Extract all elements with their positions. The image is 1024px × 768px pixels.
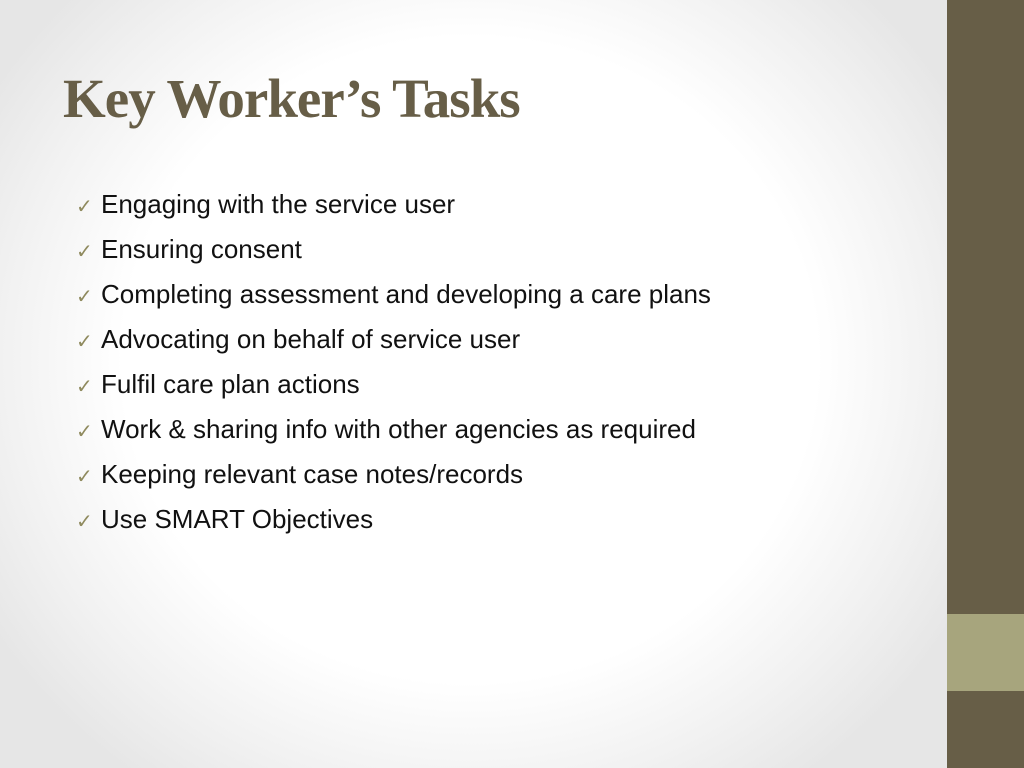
check-icon: ✓ [76, 284, 93, 308]
check-icon: ✓ [76, 239, 93, 263]
check-icon: ✓ [76, 374, 93, 398]
task-label: Engaging with the service user [101, 189, 456, 219]
task-item [76, 362, 711, 407]
check-icon: ✓ [76, 194, 93, 218]
task-item [76, 407, 711, 452]
task-item [76, 272, 711, 317]
task-label: Use SMART Objectives [101, 504, 374, 534]
side-accent-block [947, 614, 1024, 691]
task-label: Keeping relevant case notes/records [101, 459, 524, 489]
task-list [76, 182, 711, 542]
task-label: Completing assessment and developing a care plans [101, 279, 711, 309]
task-item [76, 227, 711, 272]
check-icon: ✓ [76, 419, 93, 443]
task-item [76, 452, 711, 497]
task-label: Work & sharing info with other agencies as required [101, 414, 696, 444]
task-item [76, 497, 711, 542]
slide-title: Key Worker’s Tasks [63, 68, 520, 129]
task-label: Advocating on behalf of service user [101, 324, 521, 354]
task-label: Ensuring consent [101, 234, 302, 264]
task-item [76, 182, 711, 227]
check-icon: ✓ [76, 509, 93, 533]
check-icon: ✓ [76, 464, 93, 488]
task-item [76, 317, 711, 362]
task-label: Fulfil care plan actions [101, 369, 360, 399]
check-icon: ✓ [76, 329, 93, 353]
